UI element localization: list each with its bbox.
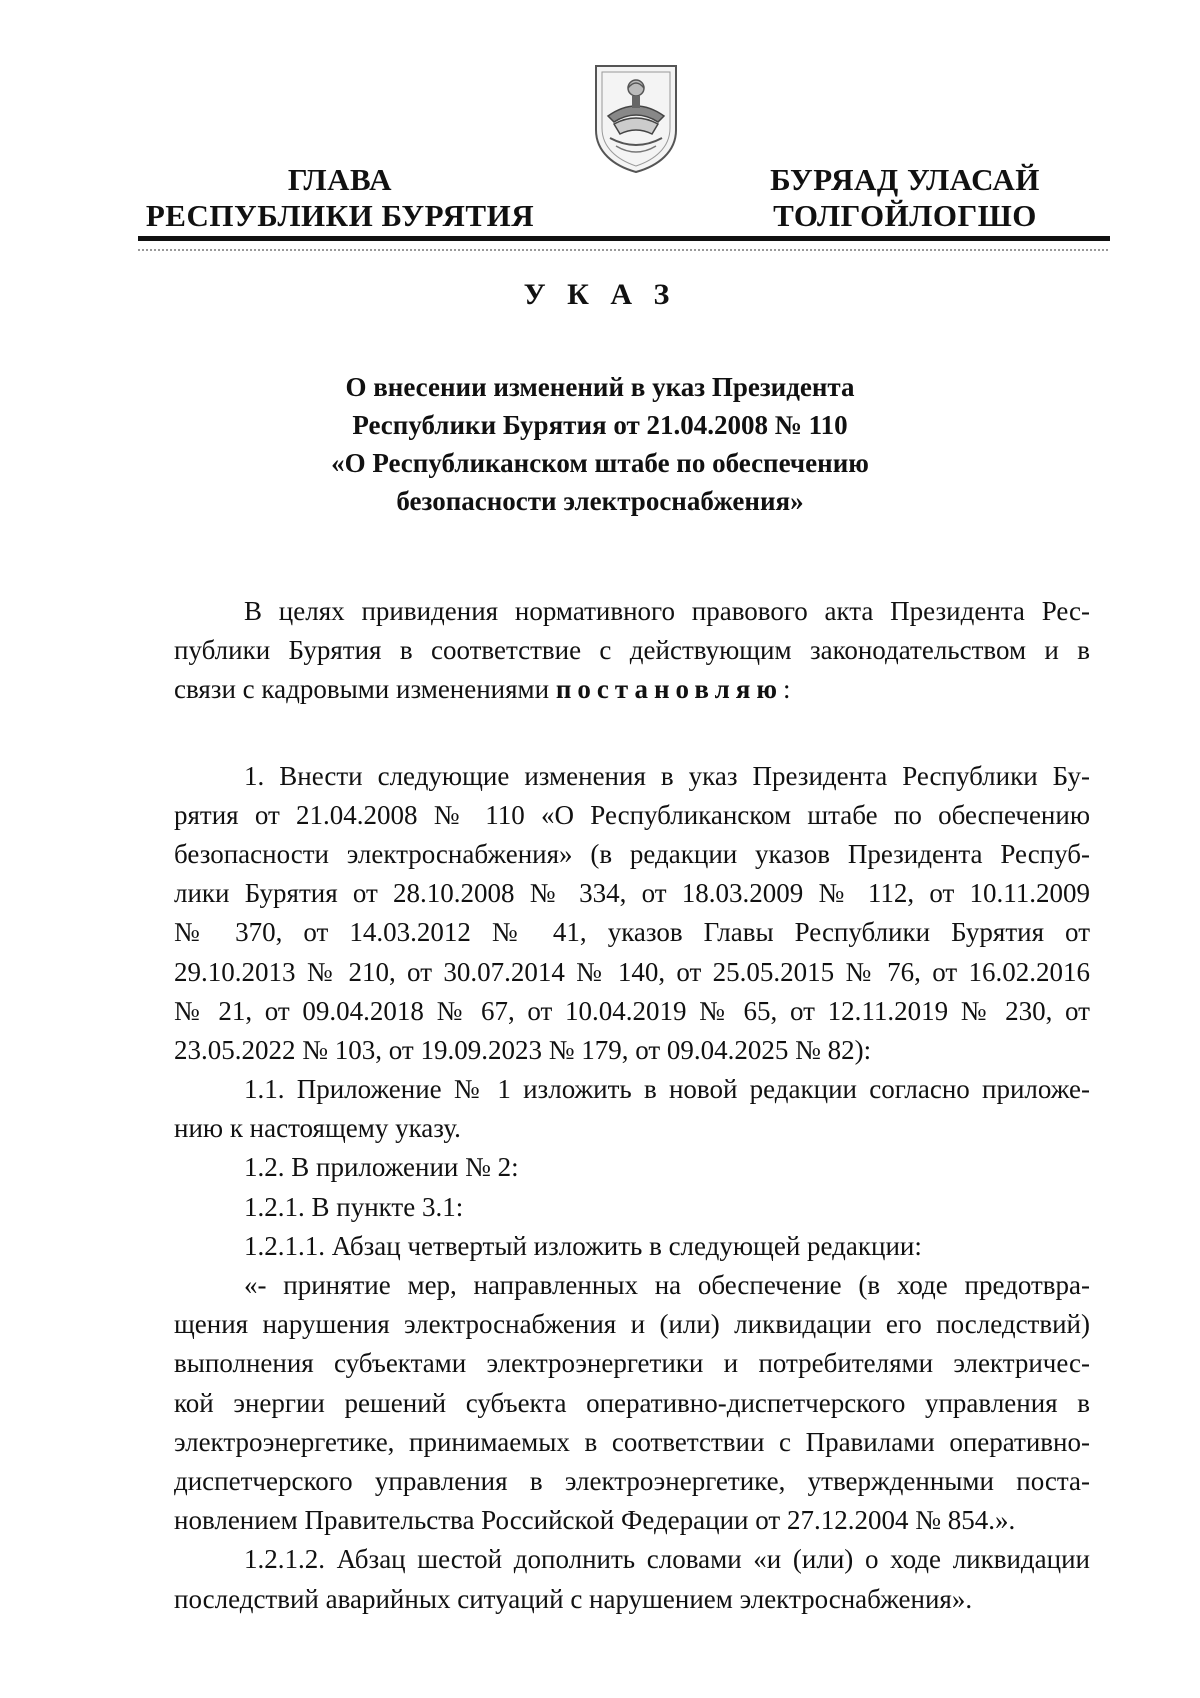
paragraph-line: электроэнергетике, принимаемых в соответствии с Правилами оперативно- bbox=[174, 1426, 1090, 1457]
document-body bbox=[174, 592, 1090, 1619]
title-line-1: О внесении изменений в указ Президента bbox=[345, 372, 855, 402]
paragraph-line: 1. Внести следующие изменения в указ Президента Республики Бу- bbox=[244, 760, 1090, 791]
paragraph-line: кой энергии решений субъекта оперативно-диспетчерского управления в bbox=[174, 1387, 1090, 1418]
paragraph-line: 1.2.1. В пункте 3.1: bbox=[244, 1191, 464, 1222]
title-line-4: безопасности электроснабжения» bbox=[396, 486, 804, 516]
issuer-buryat-line-1: БУРЯАД УЛАСАЙ bbox=[770, 162, 1040, 197]
paragraph-line: щения нарушения электроснабжения и (или) ликвидации его последствий) bbox=[174, 1309, 1090, 1340]
paragraph-line: № 21, от 09.04.2018 № 67, от 10.04.2019 № 65, от 12.11.2019 № 230, от bbox=[174, 995, 1090, 1026]
paragraph-line: последствий аварийных ситуаций с нарушением электроснабжения». bbox=[174, 1583, 973, 1614]
resolution-keyword: постановляю bbox=[555, 674, 783, 705]
paragraph-line: 29.10.2013 № 210, от 30.07.2014 № 140, от 25.05.2015 № 76, от 16.02.2016 bbox=[174, 956, 1090, 987]
issuer-title-buryat bbox=[735, 162, 1075, 234]
paragraph-line: 23.05.2022 № 103, от 19.09.2023 № 179, от 09.04.2025 № 82): bbox=[174, 1034, 872, 1065]
paragraph-line: рятия от 21.04.2008 № 110 «О Республиканском штабе по обеспечению bbox=[174, 799, 1090, 830]
preamble-line: публики Бурятия в соответствие с действующим законодательством и в bbox=[174, 635, 1090, 666]
preamble-colon: : bbox=[782, 674, 791, 705]
preamble-line: В целях привидения нормативного правового акта Президента Рес- bbox=[244, 596, 1090, 626]
paragraph-line: 1.2.1.2. Абзац шестой дополнить словами «и (или) о ходе ликвидации bbox=[244, 1544, 1090, 1575]
title-line-3: «О Республиканском штабе по обеспечению bbox=[331, 448, 869, 478]
paragraph-line: нию к настоящему указу. bbox=[174, 1113, 461, 1144]
issuer-line-2: РЕСПУБЛИКИ БУРЯТИЯ bbox=[145, 198, 535, 233]
header-rule-thin bbox=[138, 249, 1110, 251]
paragraph-line: выполнения субъектами электроэнергетики и потребителями электричес- bbox=[174, 1348, 1090, 1379]
document-title bbox=[240, 368, 960, 520]
preamble-line bbox=[174, 670, 1090, 709]
issuer-buryat-line-2: ТОЛГОЙЛОГШО bbox=[773, 198, 1037, 233]
paragraph-line: новлением Правительства Российской Федерации от 27.12.2004 № 854.». bbox=[174, 1505, 1016, 1536]
header-rule-thick bbox=[138, 236, 1110, 241]
paragraph-line: 1.1. Приложение № 1 изложить в новой редакции согласно приложе- bbox=[244, 1074, 1090, 1105]
title-line-2: Республики Бурятия от 21.04.2008 № 110 bbox=[352, 410, 848, 440]
paragraph-line: лики Бурятия от 28.10.2008 № 334, от 18.03.2009 № 112, от 10.11.2009 bbox=[174, 878, 1090, 909]
paragraph-line: диспетчерского управления в электроэнергетике, утвержденными поста- bbox=[174, 1465, 1090, 1496]
paragraph-line: 1.2. В приложении № 2: bbox=[244, 1152, 519, 1183]
issuer-line-1: ГЛАВА bbox=[287, 162, 393, 197]
issuer-title-russian bbox=[140, 162, 540, 234]
paragraph-line: «- принятие мер, направленных на обеспечение (в ходе предотвра- bbox=[244, 1270, 1090, 1300]
preamble-text: связи с кадровыми изменениями bbox=[174, 674, 556, 705]
paragraph-line: № 370, от 14.03.2012 № 41, указов Главы Республики Бурятия от bbox=[174, 917, 1090, 948]
paragraph-line: безопасности электроснабжения» (в редакции указов Президента Респуб- bbox=[174, 838, 1090, 869]
document-type: У К А З bbox=[523, 278, 677, 311]
coat-of-arms-icon bbox=[588, 60, 684, 176]
paragraph-line: 1.2.1.1. Абзац четвертый изложить в следующей редакции: bbox=[244, 1230, 922, 1261]
